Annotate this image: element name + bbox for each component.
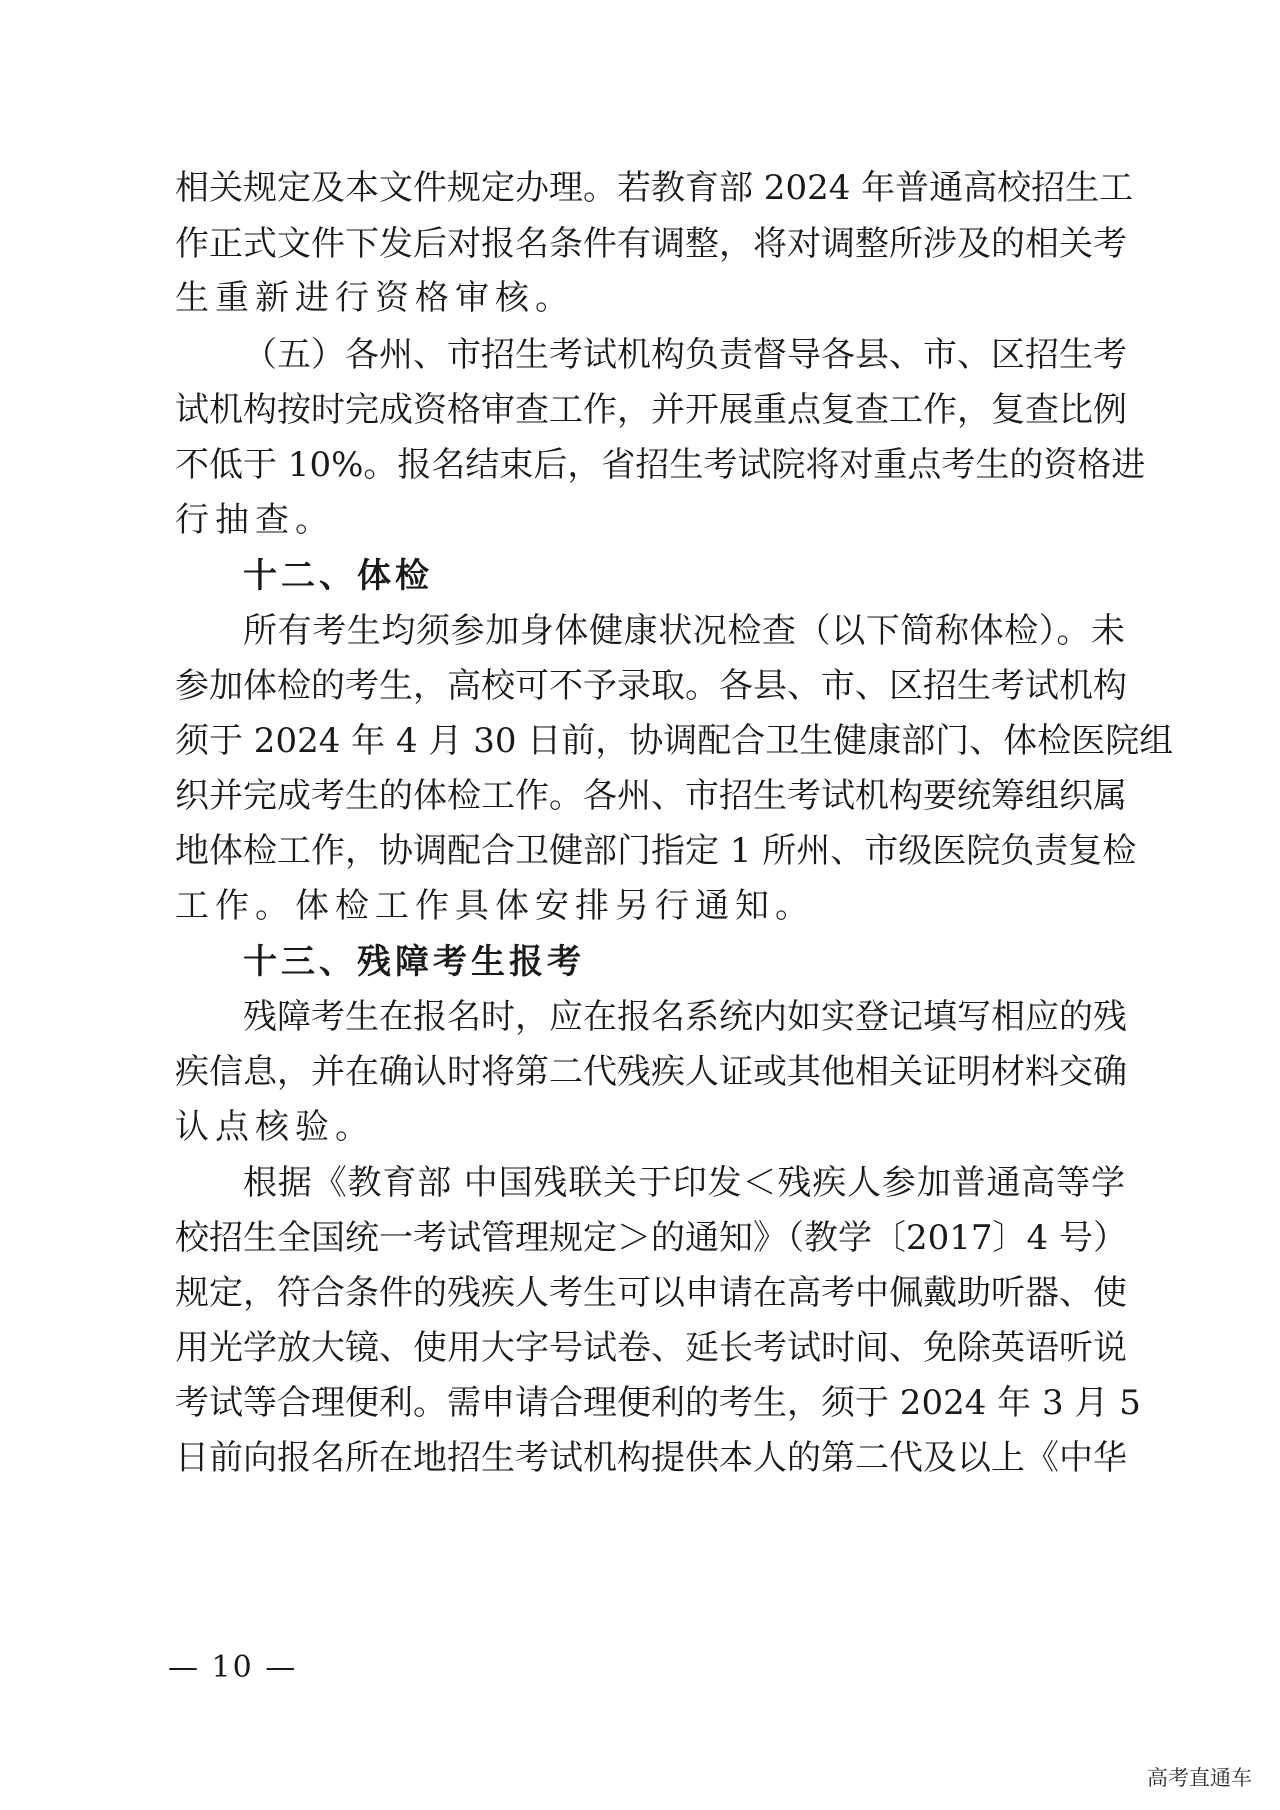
text-line: 用光学放大镜、使用大字号试卷、延长考试时间、免除英语听说 <box>175 1328 1127 1368</box>
text-line: 疾信息，并在确认时将第二代残疾人证或其他相关证明材料交确 <box>175 1052 1127 1092</box>
text-line: 生重新进行资格审核。 <box>175 278 575 318</box>
text-line: 工作。体检工作具体安排另行通知。 <box>175 886 815 926</box>
watermark-text: 高考直通车 <box>1147 1766 1252 1790</box>
text-line: 参加体检的考生，高校可不予录取。各县、市、区招生考试机构 <box>175 666 1127 706</box>
text-line: 日前向报名所在地招生考试机构提供本人的第二代及以上《中华 <box>175 1438 1127 1478</box>
text-line: 不低于 10%。报名结束后，省招生考试院将对重点考生的资格进 <box>175 445 1146 485</box>
page-number: — 10 — <box>168 1650 298 1685</box>
section-heading-disabled-candidates: 十三、残障考生报考 <box>243 942 585 982</box>
text-line: 须于 2024 年 4 月 30 日前，协调配合卫生健康部门、体检医院组 <box>175 721 1174 761</box>
paragraph-start-line: （五）各州、市招生考试机构负责督导各县、市、区招生考 <box>243 335 1127 375</box>
text-line: 校招生全国统一考试管理规定＞的通知》（教学〔2017〕4 号） <box>175 1218 1127 1258</box>
text-line: 作正式文件下发后对报名条件有调整，将对调整所涉及的相关考 <box>175 224 1127 264</box>
section-heading-physical-exam: 十二、体检 <box>243 556 433 596</box>
paragraph-start-line: 残障考生在报名时，应在报名系统内如实登记填写相应的残 <box>243 997 1127 1037</box>
text-line: 相关规定及本文件规定办理。若教育部 2024 年普通高校招生工 <box>175 168 1134 208</box>
text-line: 试机构按时完成资格审查工作，并开展重点复查工作，复查比例 <box>175 390 1127 430</box>
paragraph-start-line: 根据《教育部 中国残联关于印发＜残疾人参加普通高等学 <box>243 1163 1125 1203</box>
paragraph-start-line: 所有考生均须参加身体健康状况检查（以下简称体检）。未 <box>243 611 1125 651</box>
text-line: 地体检工作，协调配合卫健部门指定 1 所州、市级医院负责复检 <box>175 831 1137 871</box>
text-line: 考试等合理便利。需申请合理便利的考生，须于 2024 年 3 月 5 <box>175 1383 1141 1423</box>
text-line: 行抽查。 <box>175 500 335 540</box>
text-line: 认点核验。 <box>175 1107 375 1147</box>
text-line: 织并完成考生的体检工作。各州、市招生考试机构要统筹组织属 <box>175 776 1127 816</box>
text-line: 规定，符合条件的残疾人考生可以申请在高考中佩戴助听器、使 <box>175 1273 1127 1313</box>
